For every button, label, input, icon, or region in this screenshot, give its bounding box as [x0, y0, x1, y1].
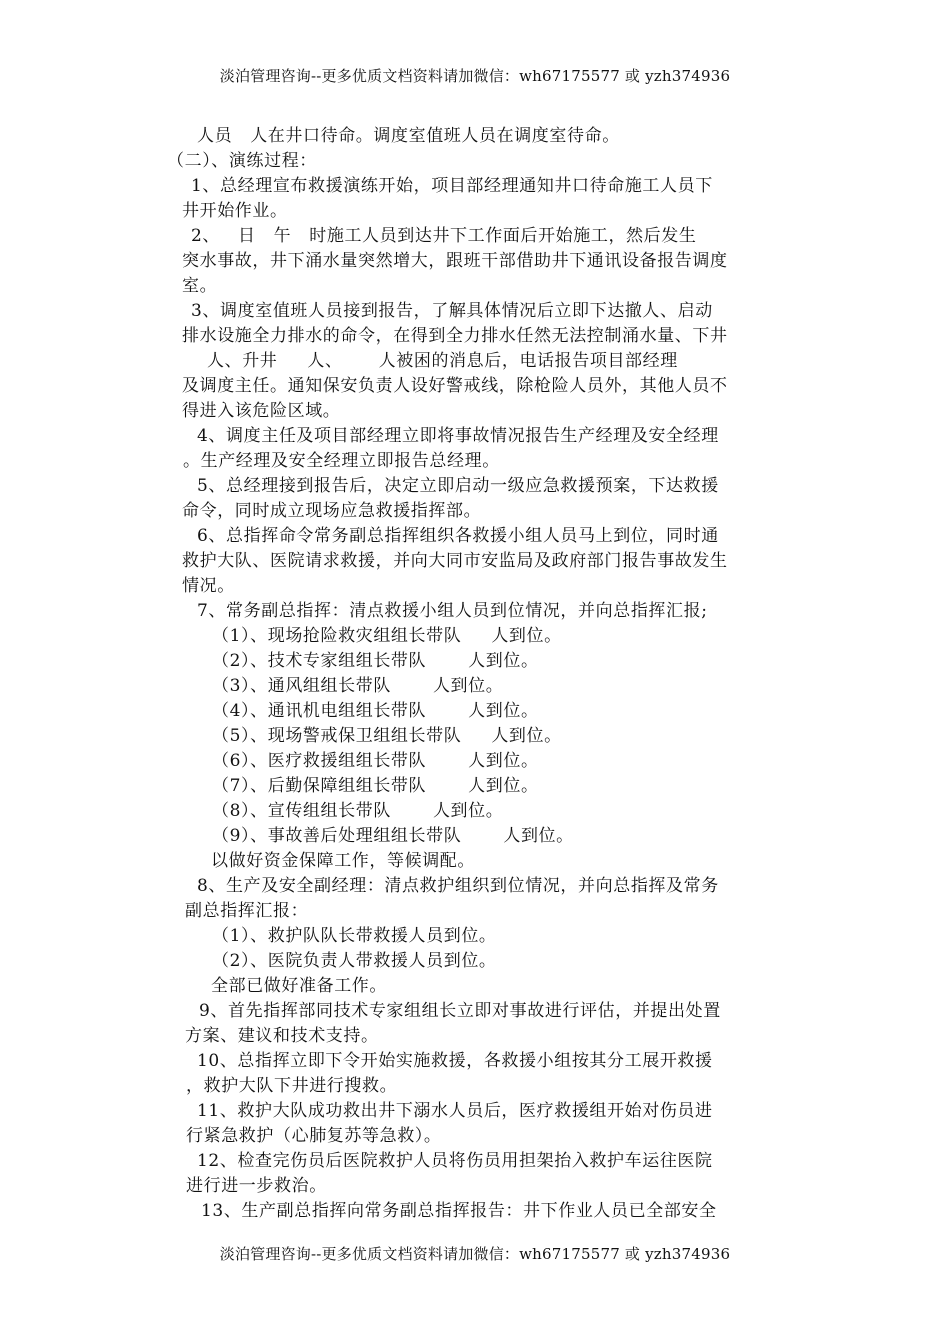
- text-line: 人、升井 人、 人被困的消息后，电话报告项目部经理: [207, 351, 678, 371]
- text-line: 得进入该危险区域。: [182, 401, 341, 421]
- list-item: （1）、现场抢险救灾组组长带队 人到位。: [212, 626, 562, 646]
- list-item: （7）、后勤保障组组长带队 人到位。: [212, 776, 539, 796]
- list-item: （1）、救护队队长带救援人员到位。: [212, 926, 497, 946]
- list-item: （9）、事故善后处理组组长带队 人到位。: [212, 826, 574, 846]
- text-line: 行紧急救护（心肺复苏等急救）。: [186, 1126, 442, 1146]
- text-line: 4、调度主任及项目部经理立即将事故情况报告生产经理及安全经理: [197, 426, 719, 446]
- list-item: （6）、医疗救援组组长带队 人到位。: [212, 751, 539, 771]
- list-item: （2）、技术专家组组长带队 人到位。: [212, 651, 539, 671]
- list-item: （5）、现场警戒保卫组组长带队 人到位。: [212, 726, 562, 746]
- list-item: （2）、医院负责人带救援人员到位。: [212, 951, 497, 971]
- text-line: ，救护大队下井进行搜救。: [186, 1076, 398, 1096]
- text-line: 人员 人在井口待命。调度室值班人员在调度室待命。: [197, 126, 620, 146]
- page-header: 淡泊管理咨询--更多优质文档资料请加微信：wh67175577 或 yzh374936: [219, 67, 731, 85]
- text-line: 12、检查完伤员后医院救护人员将伤员用担架抬入救护车运往医院: [197, 1151, 713, 1171]
- text-line: 排水设施全力排水的命令，在得到全力排水任然无法控制涌水量、下井: [182, 326, 728, 346]
- text-line: 10、总指挥立即下令开始实施救援，各救援小组按其分工展开救援: [197, 1051, 713, 1071]
- text-line: 方案、建议和技术支持。: [185, 1026, 379, 1046]
- list-item: （3）、通风组组长带队 人到位。: [212, 676, 504, 696]
- text-line: 救护大队、医院请求救援，并向大同市安监局及政府部门报告事故发生: [182, 551, 728, 571]
- text-line: 5、总经理接到报告后，决定立即启动一级应急救援预案，下达救援: [197, 476, 719, 496]
- text-line: 1、总经理宣布救援演练开始，项目部经理通知井口待命施工人员下: [191, 176, 713, 196]
- text-line: 9、首先指挥部同技术专家组组长立即对事故进行评估，并提出处置: [199, 1001, 721, 1021]
- text-line: 突水事故，井下涌水量突然增大，跟班干部借助井下通讯设备报告调度: [182, 251, 728, 271]
- text-line: 。生产经理及安全经理立即报告总经理。: [183, 451, 500, 471]
- text-line: 命令，同时成立现场应急救援指挥部。: [182, 501, 482, 521]
- text-line: 副总指挥汇报：: [185, 901, 309, 921]
- text-line: 情况。: [182, 576, 235, 596]
- text-line: 全部已做好准备工作。: [211, 976, 387, 996]
- text-line: 井开始作业。: [182, 201, 288, 221]
- text-line: 8、生产及安全副经理：清点救护组织到位情况，并向总指挥及常务: [197, 876, 719, 896]
- text-line: 13、生产副总指挥向常务副总指挥报告：井下作业人员已全部安全: [201, 1201, 717, 1221]
- text-line: 7、常务副总指挥：清点救援小组人员到位情况，并向总指挥汇报;: [197, 601, 708, 621]
- text-line: 以做好资金保障工作，等候调配。: [211, 851, 475, 871]
- list-item: （8）、宣传组组长带队 人到位。: [212, 801, 504, 821]
- list-item: （4）、通讯机电组组长带队 人到位。: [212, 701, 539, 721]
- text-line: 进行进一步救治。: [186, 1176, 327, 1196]
- text-line: 11、救护大队成功救出井下溺水人员后，医疗救援组开始对伤员进: [197, 1101, 713, 1121]
- text-line: 及调度主任。通知保安负责人设好警戒线，除枪险人员外，其他人员不: [182, 376, 728, 396]
- page-footer: 淡泊管理咨询--更多优质文档资料请加微信：wh67175577 或 yzh374936: [219, 1245, 731, 1263]
- section-heading: （二）、演练过程：: [167, 151, 317, 171]
- text-line: 2、 日 午 时施工人员到达井下工作面后开始施工，然后发生: [191, 226, 697, 246]
- text-line: 3、调度室值班人员接到报告，了解具体情况后立即下达撤人、启动: [191, 301, 713, 321]
- text-line: 室。: [182, 276, 218, 296]
- text-line: 6、总指挥命令常务副总指挥组织各救援小组人员马上到位，同时通: [197, 526, 719, 546]
